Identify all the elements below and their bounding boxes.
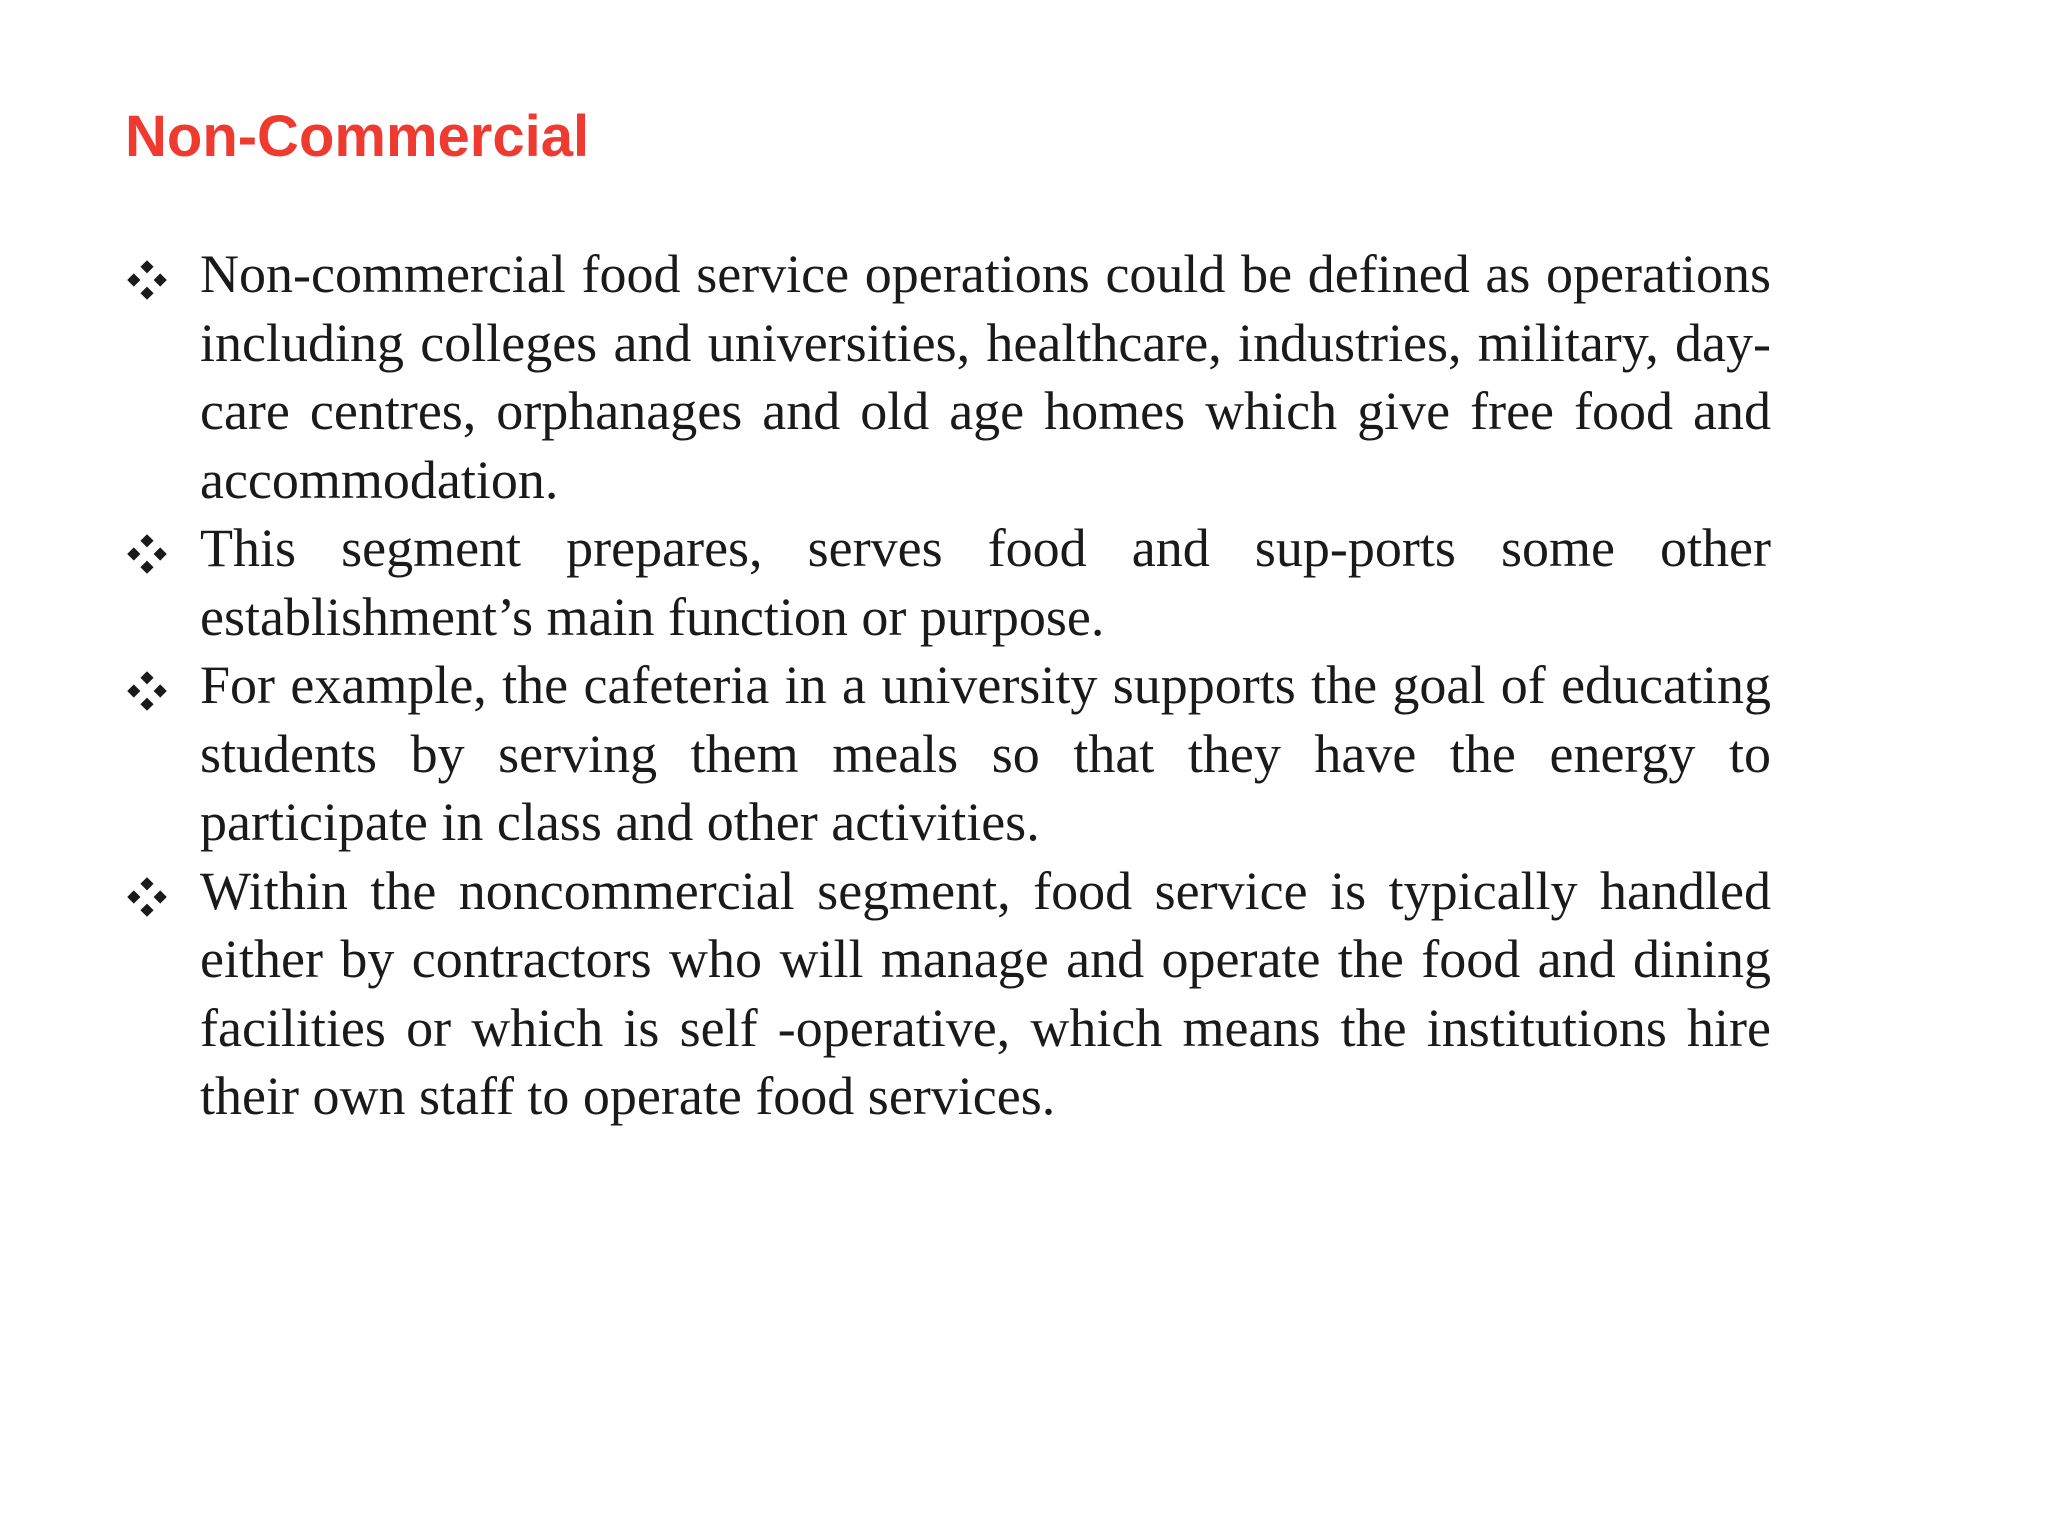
diamond-cluster-icon — [125, 258, 169, 302]
bullet-item — [125, 651, 1771, 857]
diamond-cluster-icon — [125, 875, 169, 919]
slide-title: Non-Commercial — [125, 104, 590, 169]
bullet-text: For example, the cafeteria in a university supports the goal of educating students by serving them meals so that they have the energy to participate in class and other activities. — [200, 655, 1771, 852]
bullet-item — [125, 240, 1771, 514]
bullet-list — [125, 240, 1771, 1131]
bullet-text: Within the noncommercial segment, food service is typically handled either by contractors who will manage and operate the food and dining facilities or which is self -operative, which means the institutions hire their own staff to operate food services. — [200, 860, 1771, 1126]
bullet-item — [125, 514, 1771, 651]
bullet-text: This segment prepares, serves food and sup-ports some other establishment’s main function or purpose. — [200, 518, 1771, 647]
bullet-text: Non-commercial food service operations could be defined as operations including colleges and universities, healthcare, industries, military, day-care centres, orphanages and old age homes which give free food and accommodation. — [200, 244, 1771, 510]
diamond-cluster-icon — [125, 532, 169, 576]
diamond-cluster-icon — [125, 669, 169, 713]
bullet-item — [125, 857, 1771, 1131]
